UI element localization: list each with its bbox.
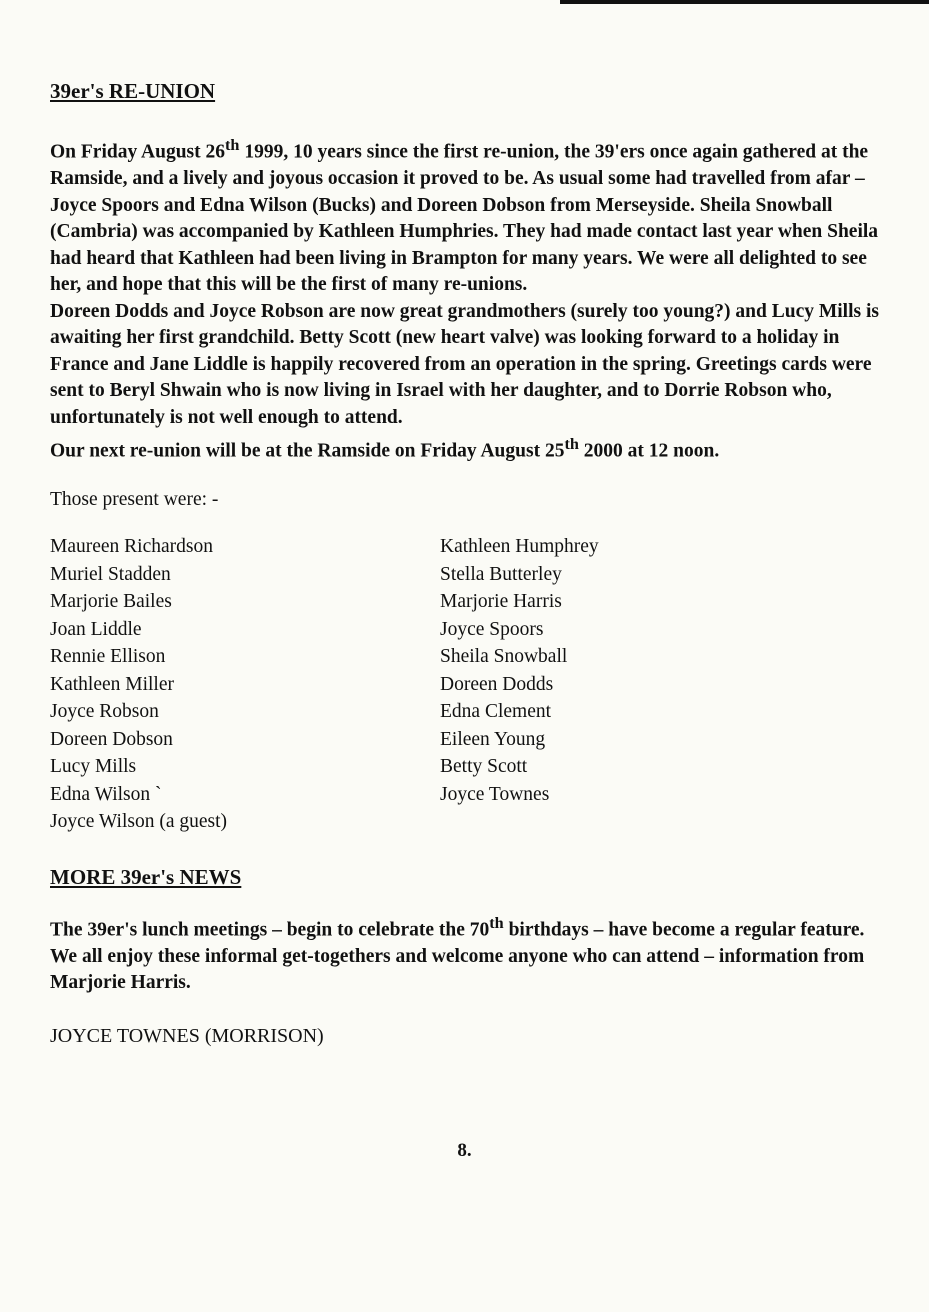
paragraph-family-news: Doreen Dodds and Joyce Robson are now great grandmothers (surely too young?) and Lucy Mills is awaiting her first grandchild. Betty Scott (new heart valve) was looking forward to a holiday in France and Jane Liddle is happily recovered from an operation in the spring. Greetings cards were sent to Beryl Shwain who is now living in Israel with her daughter, and to Dorrie Robson who, unfortunately is not well enough to attend. bbox=[50, 300, 879, 428]
paragraph-lunch-meetings: The 39er's lunch meetings – begin to celebrate the 70th birthdays – have become a regular feature. We all enjoy these informal get-togethers and welcome anyone who can attend – information from Marjorie Harris. bbox=[50, 913, 865, 993]
attendee-name: Eileen Young bbox=[440, 728, 546, 750]
attendee-name: Doreen Dobson bbox=[50, 728, 173, 750]
attendee-name: Rennie Ellison bbox=[50, 646, 166, 667]
attendee-name: Kathleen Miller bbox=[50, 673, 174, 695]
attendee-name: Stella Butterley bbox=[440, 563, 562, 585]
author-signature: JOYCE TOWNES (MORRISON) bbox=[50, 1024, 324, 1047]
attendee-name: Joyce Robson bbox=[50, 701, 159, 722]
attendees-column-right bbox=[440, 533, 820, 836]
document-page bbox=[50, 78, 880, 1049]
attendee-name: Joyce Townes bbox=[440, 783, 550, 805]
top-edge-line bbox=[560, 0, 929, 4]
attendee-name: Maureen Richardson bbox=[50, 536, 213, 557]
attendee-name: Muriel Stadden bbox=[50, 563, 171, 585]
page-number: 8. bbox=[457, 1140, 472, 1161]
attendees-label: Those present were: - bbox=[50, 489, 219, 510]
attendee-name: Kathleen Humphrey bbox=[440, 536, 599, 557]
paragraph-reunion-intro: On Friday August 26th 1999, 10 years since the first re-union, the 39'ers once again gathered at the Ramside, and a lively and joyous occasion it proved to be. As usual some had travelled from afar – Joyce Spoors and Edna Wilson (Bucks) and Doreen Dobson from Merseyside. Sheila Snowball (Cambria) was accompanied by Kathleen Humphries. They had made contact last year when Sheila had heard that Kathleen had been living in Brampton for many years. We were all delighted to see her, and hope that this will be the first of many re-unions. bbox=[50, 136, 879, 295]
attendee-name: Sheila Snowball bbox=[440, 646, 568, 667]
attendee-name: Marjorie Bailes bbox=[50, 591, 172, 612]
section-heading-more-news: MORE 39er's NEWS bbox=[50, 864, 242, 889]
attendee-name: Edna Wilson ` bbox=[50, 783, 162, 805]
section-heading-reunion: 39er's RE-UNION bbox=[50, 79, 216, 103]
attendee-name: Doreen Dodds bbox=[440, 673, 554, 695]
attendee-name: Joyce Wilson (a guest) bbox=[50, 811, 228, 832]
attendee-name: Lucy Mills bbox=[50, 756, 137, 777]
paragraph-next-reunion: Our next re-union will be at the Ramside on Friday August 25th 2000 at 12 noon. bbox=[50, 435, 720, 462]
attendee-name: Joan Liddle bbox=[50, 618, 142, 640]
attendees-list bbox=[50, 533, 880, 836]
attendee-name: Betty Scott bbox=[440, 756, 528, 777]
attendee-name: Edna Clement bbox=[440, 701, 552, 722]
attendee-name: Joyce Spoors bbox=[440, 618, 544, 640]
attendee-name: Marjorie Harris bbox=[440, 591, 562, 612]
attendees-column-left bbox=[50, 533, 440, 836]
